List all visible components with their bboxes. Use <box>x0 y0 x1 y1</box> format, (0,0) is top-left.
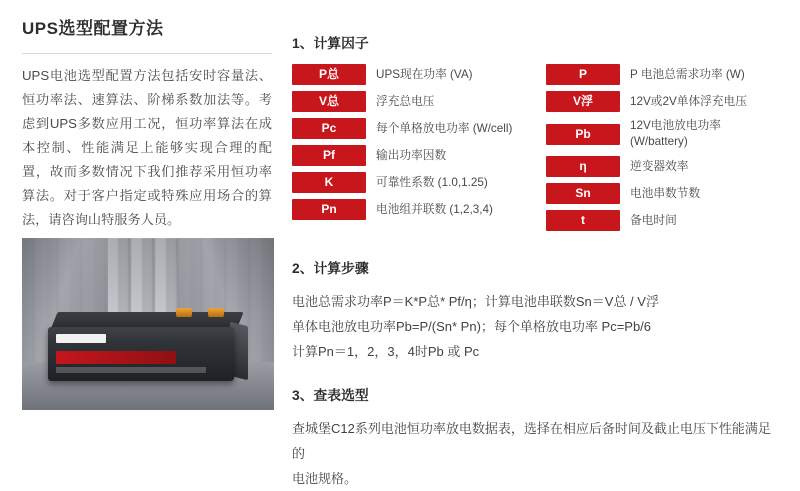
factor-description: 输出功率因数 <box>376 148 447 162</box>
factor-row <box>292 91 526 112</box>
battery-spec-strip <box>56 367 206 373</box>
factor-tag: V浮 <box>546 91 620 112</box>
section-heading-factors: 1、计算因子 <box>292 36 369 51</box>
battery-terminal-negative <box>208 308 224 317</box>
title-divider <box>22 53 272 54</box>
battery-unit <box>48 312 246 384</box>
factor-description: 12V电池放电功率 (W/battery) <box>630 119 721 148</box>
factor-tag: Pf <box>292 145 366 166</box>
factor-description: 每个单格放电功率 (W/cell) <box>376 121 513 135</box>
factor-description: 电池串数节数 <box>630 186 701 200</box>
battery-terminal-positive <box>176 308 192 317</box>
lookup-line: 查城堡C12系列电池恒功率放电数据表，选择在相应后备时间及截止电压下性能满足的 <box>292 421 771 461</box>
step-line: 计算Pn＝1，2，3，4时Pb 或 Pc <box>292 344 480 359</box>
factor-tag: η <box>546 156 620 177</box>
factor-tag: K <box>292 172 366 193</box>
factor-tag: P <box>546 64 620 85</box>
factor-row <box>292 172 526 193</box>
factor-description: UPS现在功率 (VA) <box>376 67 473 81</box>
calculation-factors-table <box>292 64 780 237</box>
factor-description: 逆变器效率 <box>630 159 689 173</box>
factor-row <box>292 145 526 166</box>
left-column <box>22 14 272 232</box>
factor-tag: t <box>546 210 620 231</box>
battery-model-label <box>56 351 176 364</box>
lookup-paragraph <box>292 416 780 491</box>
calculation-steps <box>292 289 780 364</box>
factor-description: 12V或2V单体浮充电压 <box>630 94 747 108</box>
factor-row <box>292 64 526 85</box>
factor-row <box>546 64 780 85</box>
factor-row <box>292 199 526 220</box>
intro-paragraph: UPS电池选型配置方法包括安时容量法、恒功率法、速算法、阶梯系数加法等。考虑到UPS多数应用工况，恒功率算法在成本控制、性能满足上能够实现合理的配置，故而多数情况下我们推荐采用恒功率算法。对于客户指定或特殊应用场合的算法，请咨询山特服务人员。 <box>22 68 272 227</box>
factors-column-right <box>546 64 780 237</box>
battery-brand-label <box>56 334 106 343</box>
factor-tag: Pb <box>546 124 620 145</box>
factor-description: 电池组并联数 (1,2,3,4) <box>376 202 493 216</box>
factor-tag: Pn <box>292 199 366 220</box>
lookup-line: 电池规格。 <box>292 471 358 486</box>
battery-product-photo <box>22 238 274 410</box>
factor-tag: P总 <box>292 64 366 85</box>
factors-column-left <box>292 64 526 237</box>
factor-tag: V总 <box>292 91 366 112</box>
section-heading-steps: 2、计算步骤 <box>292 261 369 276</box>
factor-row <box>292 118 526 139</box>
battery-front-face <box>48 327 234 381</box>
factor-row <box>546 156 780 177</box>
factor-row <box>546 183 780 204</box>
factor-description: P 电池总需求功率 (W) <box>630 67 745 81</box>
step-line: 电池总需求功率P＝K*P总* Pf/η；计算电池串联数Sn＝V总 / V浮 <box>292 294 659 309</box>
factor-description: 可靠性系数 (1.0,1.25) <box>376 175 488 189</box>
factor-description: 备电时间 <box>630 213 677 227</box>
factor-tag: Pc <box>292 118 366 139</box>
factor-row <box>546 210 780 231</box>
step-line: 单体电池放电功率Pb=P/(Sn* Pn)；每个单格放电功率 Pc=Pb/6 <box>292 319 652 334</box>
page-title: UPS选型配置方法 <box>22 19 164 38</box>
factor-tag: Sn <box>546 183 620 204</box>
factor-row <box>546 118 780 150</box>
right-column <box>292 32 780 491</box>
section-heading-lookup: 3、查表选型 <box>292 388 369 403</box>
factor-row <box>546 91 780 112</box>
factor-description: 浮充总电压 <box>376 94 435 108</box>
